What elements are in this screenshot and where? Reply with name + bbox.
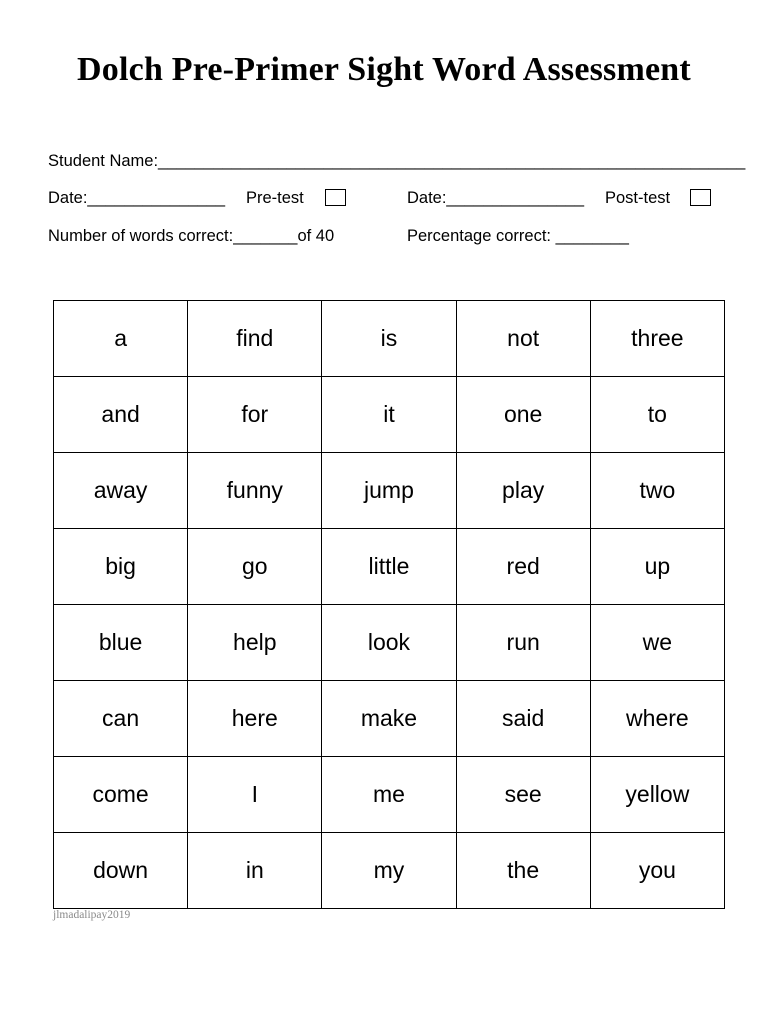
word-cell: can [54, 681, 188, 757]
word-cell: go [188, 529, 322, 605]
word-cell: find [188, 301, 322, 377]
posttest-label: Post-test [605, 189, 671, 207]
pretest-date-field: Date:_______________ [48, 189, 226, 207]
word-cell: see [456, 757, 590, 833]
word-cell: two [590, 453, 724, 529]
sight-word-table [53, 300, 725, 909]
author-credit: jlmadalipay2019 [53, 909, 131, 921]
word-cell: help [188, 605, 322, 681]
table-row [54, 301, 725, 377]
word-cell: here [188, 681, 322, 757]
word-cell: and [54, 377, 188, 453]
word-cell: in [188, 833, 322, 909]
word-cell: a [54, 301, 188, 377]
word-cell: blue [54, 605, 188, 681]
word-cell: where [590, 681, 724, 757]
table-row [54, 453, 725, 529]
word-cell: run [456, 605, 590, 681]
word-cell: the [456, 833, 590, 909]
word-cell: funny [188, 453, 322, 529]
posttest-date-field: Date:_______________ [407, 189, 585, 207]
posttest-checkbox [690, 189, 711, 206]
table-row [54, 833, 725, 909]
pretest-label: Pre-test [246, 189, 304, 207]
words-correct-field: Number of words correct:_______of 40 [48, 227, 335, 245]
table-row [54, 377, 725, 453]
word-cell: said [456, 681, 590, 757]
table-row [54, 605, 725, 681]
word-cell: come [54, 757, 188, 833]
word-cell: to [590, 377, 724, 453]
word-cell: away [54, 453, 188, 529]
word-cell: you [590, 833, 724, 909]
word-cell: red [456, 529, 590, 605]
word-cell: me [322, 757, 456, 833]
table-row [54, 681, 725, 757]
word-cell: is [322, 301, 456, 377]
word-cell: up [590, 529, 724, 605]
word-cell: play [456, 453, 590, 529]
word-cell: it [322, 377, 456, 453]
table-row [54, 757, 725, 833]
word-cell: little [322, 529, 456, 605]
word-cell: one [456, 377, 590, 453]
word-cell: jump [322, 453, 456, 529]
word-cell: yellow [590, 757, 724, 833]
word-cell: down [54, 833, 188, 909]
student-name-field: Student Name:________________________________________________________________ [48, 152, 746, 170]
word-cell: my [322, 833, 456, 909]
word-cell: big [54, 529, 188, 605]
word-cell: I [188, 757, 322, 833]
word-cell: we [590, 605, 724, 681]
word-cell: look [322, 605, 456, 681]
pretest-checkbox [325, 189, 346, 206]
word-cell: three [590, 301, 724, 377]
page-title: Dolch Pre-Primer Sight Word Assessment [77, 51, 691, 88]
word-cell: for [188, 377, 322, 453]
word-cell: make [322, 681, 456, 757]
percentage-correct-field: Percentage correct: ________ [407, 227, 629, 245]
table-row [54, 529, 725, 605]
word-cell: not [456, 301, 590, 377]
